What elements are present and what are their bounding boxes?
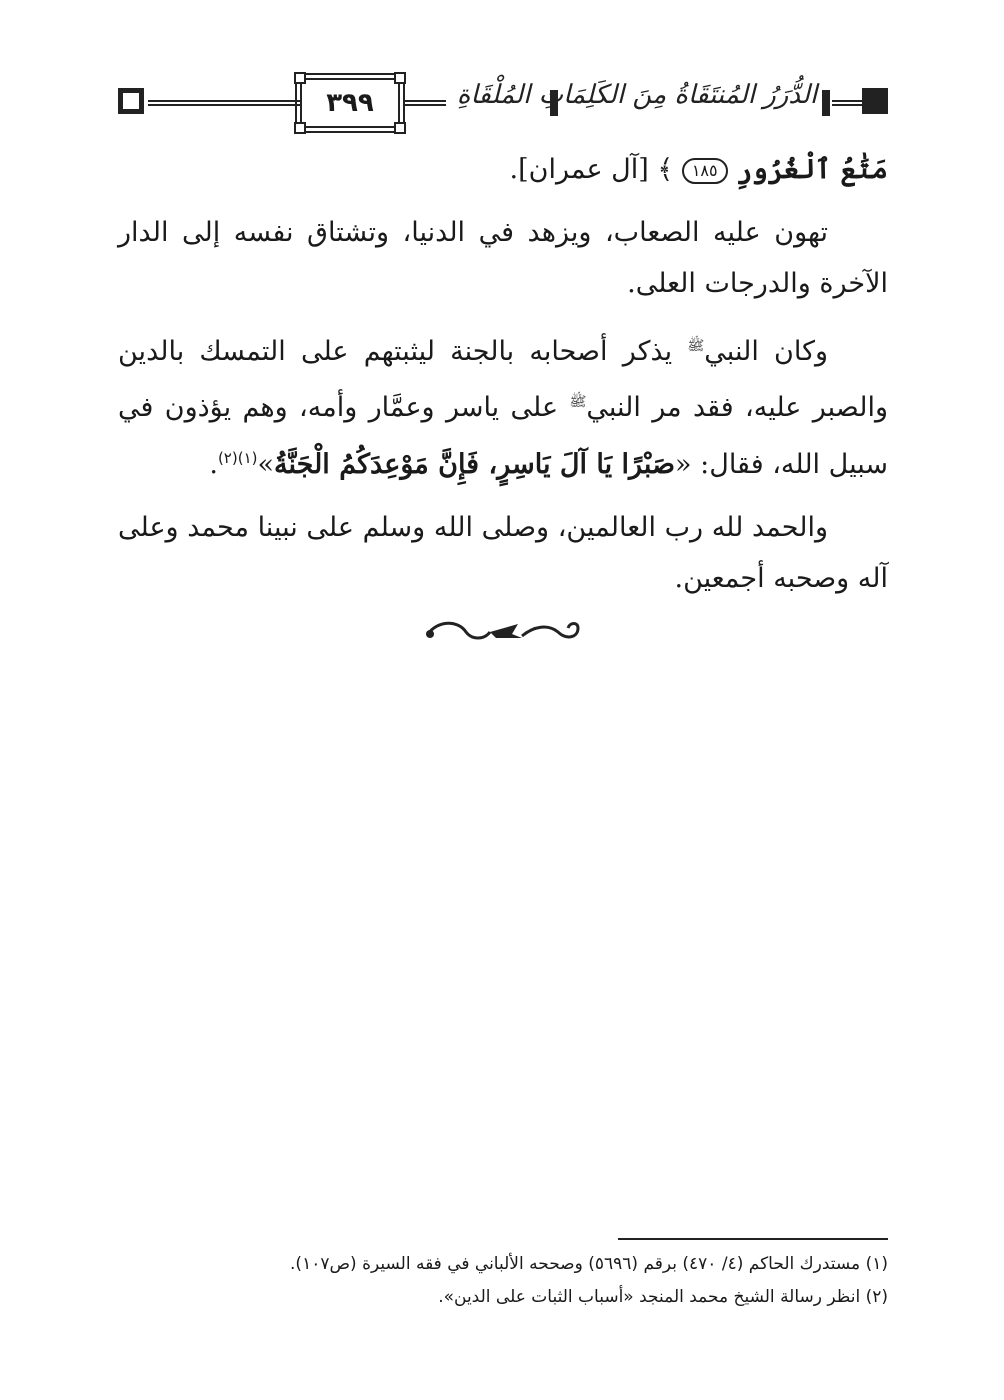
header-rule-right xyxy=(832,100,862,106)
footnotes xyxy=(118,1238,888,1314)
body-text xyxy=(118,144,888,604)
paragraph-3: والحمد لله رب العالمين، وصلى الله وسلم على نبينا محمد وعلى آله وصحبه أجمعين. xyxy=(118,512,888,594)
ornament-divider-icon xyxy=(418,616,588,646)
frame-corner xyxy=(294,72,306,84)
p2-part-a: وكان النبي xyxy=(704,336,828,367)
header-square-filled xyxy=(862,88,888,114)
verse-bracket: ﴾ xyxy=(657,154,674,185)
page-number-frame xyxy=(300,78,400,128)
verse-number: ١٨٥ xyxy=(682,158,728,184)
header-square-outline xyxy=(118,88,144,114)
header-rule-left xyxy=(148,100,300,106)
header-tick xyxy=(822,90,830,116)
paragraph-1: تهون عليه الصعاب، ويزهد في الدنيا، وتشتاق نفسه إلى الدار الآخرة والدرجات العلى. xyxy=(118,217,888,299)
p2-part-b: يذكر أصحابه بالجنة ليثبتهم على التمسك بالدين والصبر عليه، فقد مر النبي xyxy=(118,336,888,423)
footnote-references: (١)(٢) xyxy=(217,449,258,467)
footnote-1: (١) مستدرك الحاكم (٤/ ٤٧٠) برقم (٥٦٩٦) وصححه الألباني في فقه السيرة (ص١٠٧). xyxy=(290,1254,888,1274)
frame-corner xyxy=(394,72,406,84)
quran-verse-end: مَتَٰعُ ٱلْغُرُورِ xyxy=(736,154,888,185)
paragraph-2 xyxy=(118,321,888,490)
p2-part-c: على ياسر وعمَّار وأمه، وهم يؤذون في سبيل الله، فقال: « xyxy=(118,392,888,480)
footnote-separator xyxy=(618,1238,888,1240)
page xyxy=(118,78,888,646)
verse-line xyxy=(118,144,888,195)
book-title: الدُّرَرُ المُنتَقَاةُ مِنَ الكَلِمَاتِ المُلْقَاةِ xyxy=(456,80,818,110)
header-rule-middle xyxy=(403,100,446,106)
p2-part-d: » xyxy=(257,449,275,480)
hadith-text: صَبْرًا يَا آلَ يَاسِرٍ، فَإِنَّ مَوْعِدَكُمُ الْجَنَّةُ xyxy=(274,449,675,480)
verse-reference: [آل عمران]. xyxy=(509,154,649,185)
frame-corner xyxy=(294,122,306,134)
honorific: ﷺ xyxy=(569,394,587,410)
page-header xyxy=(118,78,888,134)
p2-end: . xyxy=(209,449,218,480)
frame-corner xyxy=(394,122,406,134)
footnote-2: (٢) انظر رسالة الشيخ محمد المنجد «أسباب الثبات على الدين». xyxy=(438,1287,888,1307)
honorific: ﷺ xyxy=(687,338,705,354)
page-number: ٣٩٩ xyxy=(326,88,374,118)
